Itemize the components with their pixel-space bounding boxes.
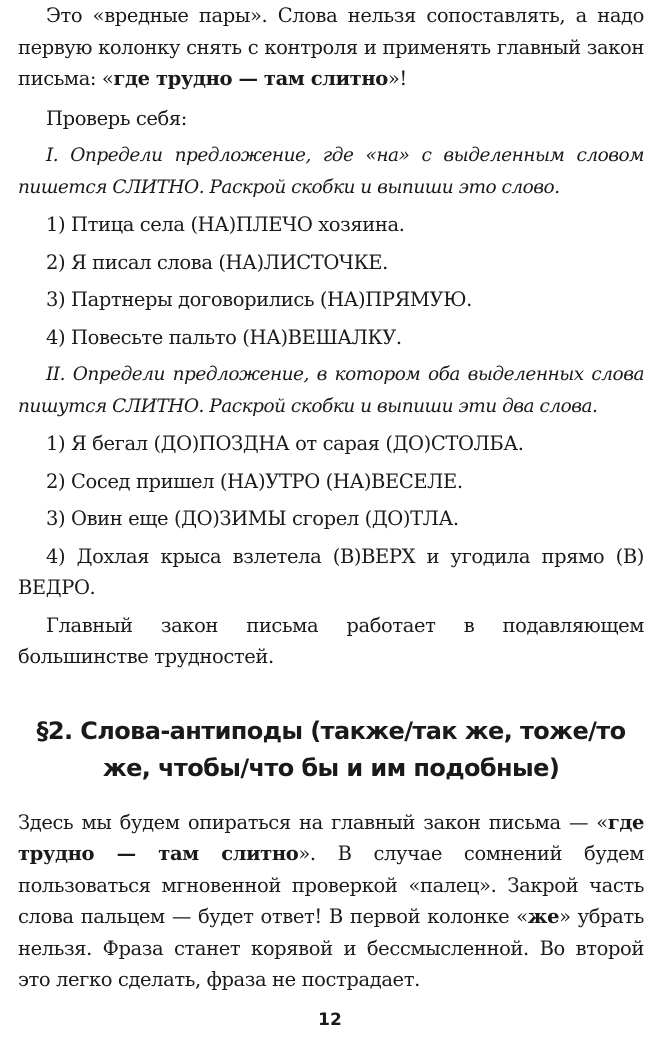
intro-text: Это «вредные пары». Слова нельзя сопоставлять, а надо первую колонку снять с контроля и применять главный закон письма: « [18,4,644,90]
page-number: 12 [318,1010,342,1030]
section-bold-zhe: же [527,905,560,928]
page-content [18,0,644,996]
main-law-paragraph: Главный закон письма работает в подавляющем большинстве трудностей. [18,613,644,668]
section-text-1: Здесь мы будем опираться на главный закон письма — « [18,810,608,834]
task2-option-2: 2) Сосед пришел (НА)УТРО (НА)ВЕСЕЛЕ. [46,469,463,493]
task1-option-4: 4) Повесьте пальто (НА)ВЕШАЛКУ. [46,325,402,349]
section-heading: §2. Слова-антиподы (также/так же, тоже/то же, чтобы/что бы и им подобные) [36,716,626,782]
section-paragraph [18,807,644,996]
intro-bold-rule: где трудно — там слитно [113,67,388,90]
task1-option-1: 1) Птица села (НА)ПЛЕЧО хозяина. [46,213,405,236]
task1-option-3: 3) Партнеры договорились (НА)ПРЯМУЮ. [46,288,472,311]
check-yourself-label: Проверь себя: [46,106,187,130]
task2-instruction: II. Определи предложение, в котором оба выделенных слова пишутся СЛИТНО. Раскрой скобки и выпиши эти два слова. [18,364,644,417]
intro-paragraph [18,0,644,95]
task2-option-4: 4) Дохлая крыса взлетела (В)ВЕРХ и угодила прямо (В) ВЕДРО. [18,544,644,599]
section-bold-rule: где трудно — там слитно [18,810,644,865]
task1-instruction: I. Определи предложение, где «на» с выделенным словом пишется СЛИТНО. Раскрой скобки и выпиши это слово. [18,145,644,198]
task2-option-3: 3) Овин еще (ДО)ЗИМЫ сгорел (ДО)ТЛА. [46,507,459,530]
section-text-2: ». В случае сомнений будем пользоваться мгновенной проверкой «палец». Закрой часть слова пальцем — будет ответ! В первой колонке « [18,842,644,928]
task1-option-2: 2) Я писал слова (НА)ЛИСТОЧКЕ. [46,250,388,274]
task2-option-1: 1) Я бегал (ДО)ПОЗДНА от сарая (ДО)СТОЛБА. [46,432,524,455]
section-text-3: » убрать нельзя. Фраза станет корявой и бессмысленной. Во второй это легко сделать, фраза не пострадает. [18,905,644,991]
intro-text-end: »! [387,67,407,90]
